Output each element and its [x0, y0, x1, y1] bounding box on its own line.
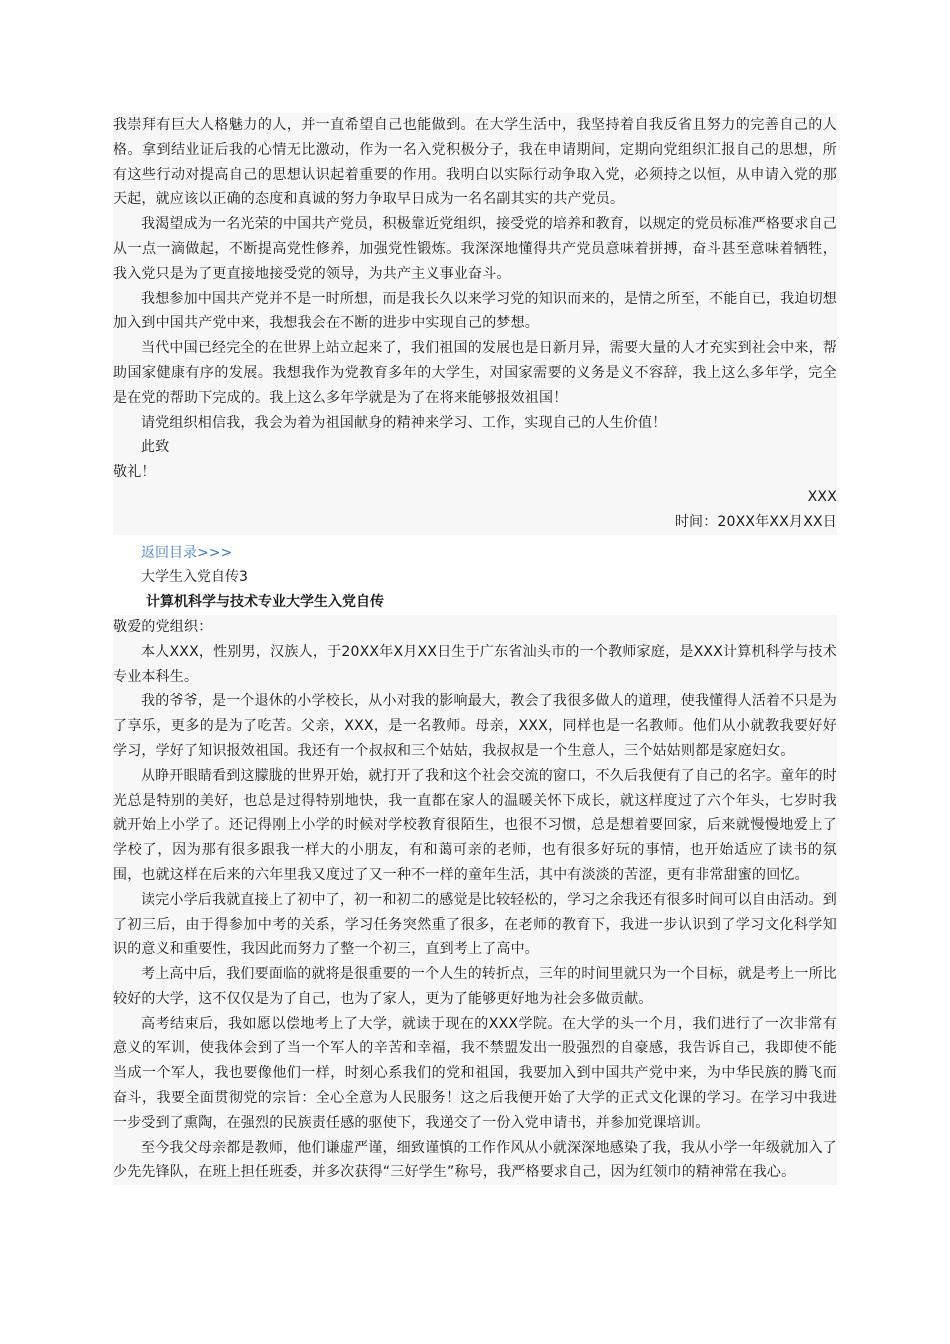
letter-body-part1 [113, 113, 837, 535]
paragraph: 本人XXX，性别男，汉族人，于20XX年X月XX日生于广东省汕头市的一个教师家庭，是XXX计算机科学与技术专业本科生。 [113, 643, 837, 685]
paragraph: 请党组织相信我，我会为着为祖国献身的精神来学习、工作，实现自己的人生价值！ [141, 414, 667, 431]
closing-line: 此致 [141, 439, 170, 456]
letter-body-part2 [113, 615, 837, 1185]
section-title: 计算机科学与技术专业大学生入党自传 [146, 594, 384, 611]
paragraph: 我想参加中国共产党并不是一时所想，而是我长久以来学习党的知识而来的，是情之所至，不能自已，我迫切想加入到中国共产党中来，我想我会在不断的进步中实现自己的梦想。 [113, 290, 837, 332]
signature: XXX [807, 488, 837, 505]
paragraph: 高考结束后，我如愿以偿地考上了大学，就读于现在的XXX学院。在大学的头一个月，我们进行了一次非常有意义的军训，使我体会到了当一个军人的辛苦和幸福，我不禁盟发出一股强烈的自豪感，我告诉自己，我即使不能当成一个军人，我也要像他们一样，时刻心系我们的党和祖国，我要加入到中国共产党中来，为中华民族的腾飞而奋斗，我要全面贯彻党的宗旨：全心全意为人民服务！这之后我便开始了大学的正式文化课的学习。在学习中我进一步受到了熏陶，在强烈的民族责任感的驱使下，我递交了一份入党申请书，并参加党课培训。 [113, 1015, 837, 1131]
paragraph: 考上高中后，我们要面临的就将是很重要的一个人生的转折点，三年的时间里就只为一个目标，就是考上一所比较好的大学，这不仅仅是为了自己，也为了家人，更为了能够更好地为社会多做贡献。 [113, 966, 837, 1007]
paragraph: 至今我父母亲都是教师，他们谦虚严谨，细致谨慎的工作作风从小就深深地感染了我，我从小学一年级就加入了少先先锋队，在班上担任班委，并多次获得“三好学生”称号，我严格要求自己，因为红领巾的精神常在我心。 [113, 1139, 837, 1181]
paragraph: 我渴望成为一名光荣的中国共产党员，积极靠近党组织，接受党的培养和教育，以规定的党员标准严格要求自己从一点一滴做起，不断提高党性修养，加强党性锻炼。我深深地懂得共产党员意味着拼搏，奋斗甚至意味着牺牲，我入党只是为了更直接地接受党的领导，为共产主义事业奋斗。 [113, 216, 837, 282]
paragraph: 从睁开眼睛看到这朦胧的世界开始，就打开了我和这个社会交流的窗口，不久后我便有了自己的名字。童年的时光总是特别的美好，也总是过得特别地快，我一直都在家人的温暖关怀下成长，就这样度过了六个年头，七岁时我就开始上小学了。还记得刚上小学的时候对学校教育很陌生，也很不习惯，总是想着要回家，后来就慢慢地爱上了学校了，因为那有很多跟我一样大的小朋友，有和蔼可亲的老师，也有很多好玩的事情，也开始适应了读书的氛围，也就这样在后来的六年里我又度过了又一种不一样的童年生活，其中有淡淡的苦涩，更有非常甜蜜的回忆。 [113, 767, 837, 883]
paragraph: 当代中国已经完全的在世界上站立起来了，我们祖国的发展也是日新月异，需要大量的人才充实到社会中来，帮助国家健康有序的发展。我想我作为党教育多年的大学生，对国家需要的义务是义不容辞，我上这么多年学，完全是在党的帮助下完成的。我上这么多年学就是为了在将来能够报效祖国！ [113, 340, 837, 406]
document-page [113, 113, 837, 1185]
paragraph: 我崇拜有巨大人格魅力的人，并一直希望自己也能做到。在大学生活中，我坚持着自我反省且努力的完善自己的人格。拿到结业证后我的心情无比激动，作为一名入党积极分子，我在申请期间，定期向党组织汇报自己的思想，所有这些行动对提高自己的思想认识起着重要的作用。我明白以实际行动争取入党，必须持之以恒，从申请入党的那天起，就应该以正确的态度和真诚的努力争取早日成为一名名副其实的共产党员。 [113, 117, 837, 208]
paragraph: 读完小学后我就直接上了初中了，初一和初二的感觉是比较轻松的，学习之余我还有很多时间可以自由活动。到了初三后，由于得参加中考的关系，学习任务突然重了很多，在老师的教育下，我进一步认识到了学习文化科学知识的意义和重要性，我因此而努力了整一个初三，直到考上了高中。 [113, 891, 837, 958]
closing-salute: 敬礼！ [113, 464, 156, 481]
back-to-contents-link[interactable]: 返回目录>>> [141, 544, 233, 561]
paragraph: 我的爷爷，是一个退休的小学校长，从小对我的影响最大，教会了我很多做人的道理，使我懂得人活着不只是为了享乐，更多的是为了吃苦。父亲，XXX，是一名教师。母亲，XXX，同样也是一名教师。他们从小就教我要好好学习，学好了知识报效祖国。我还有一个叔叔和三个姑姑，我叔叔是一个生意人，三个姑姑则都是家庭妇女。 [113, 693, 837, 759]
date-line: 时间：20XX年XX月XX日 [674, 513, 837, 530]
section-label: 大学生入党自传3 [141, 569, 248, 586]
salutation: 敬爱的党组织： [113, 618, 213, 635]
